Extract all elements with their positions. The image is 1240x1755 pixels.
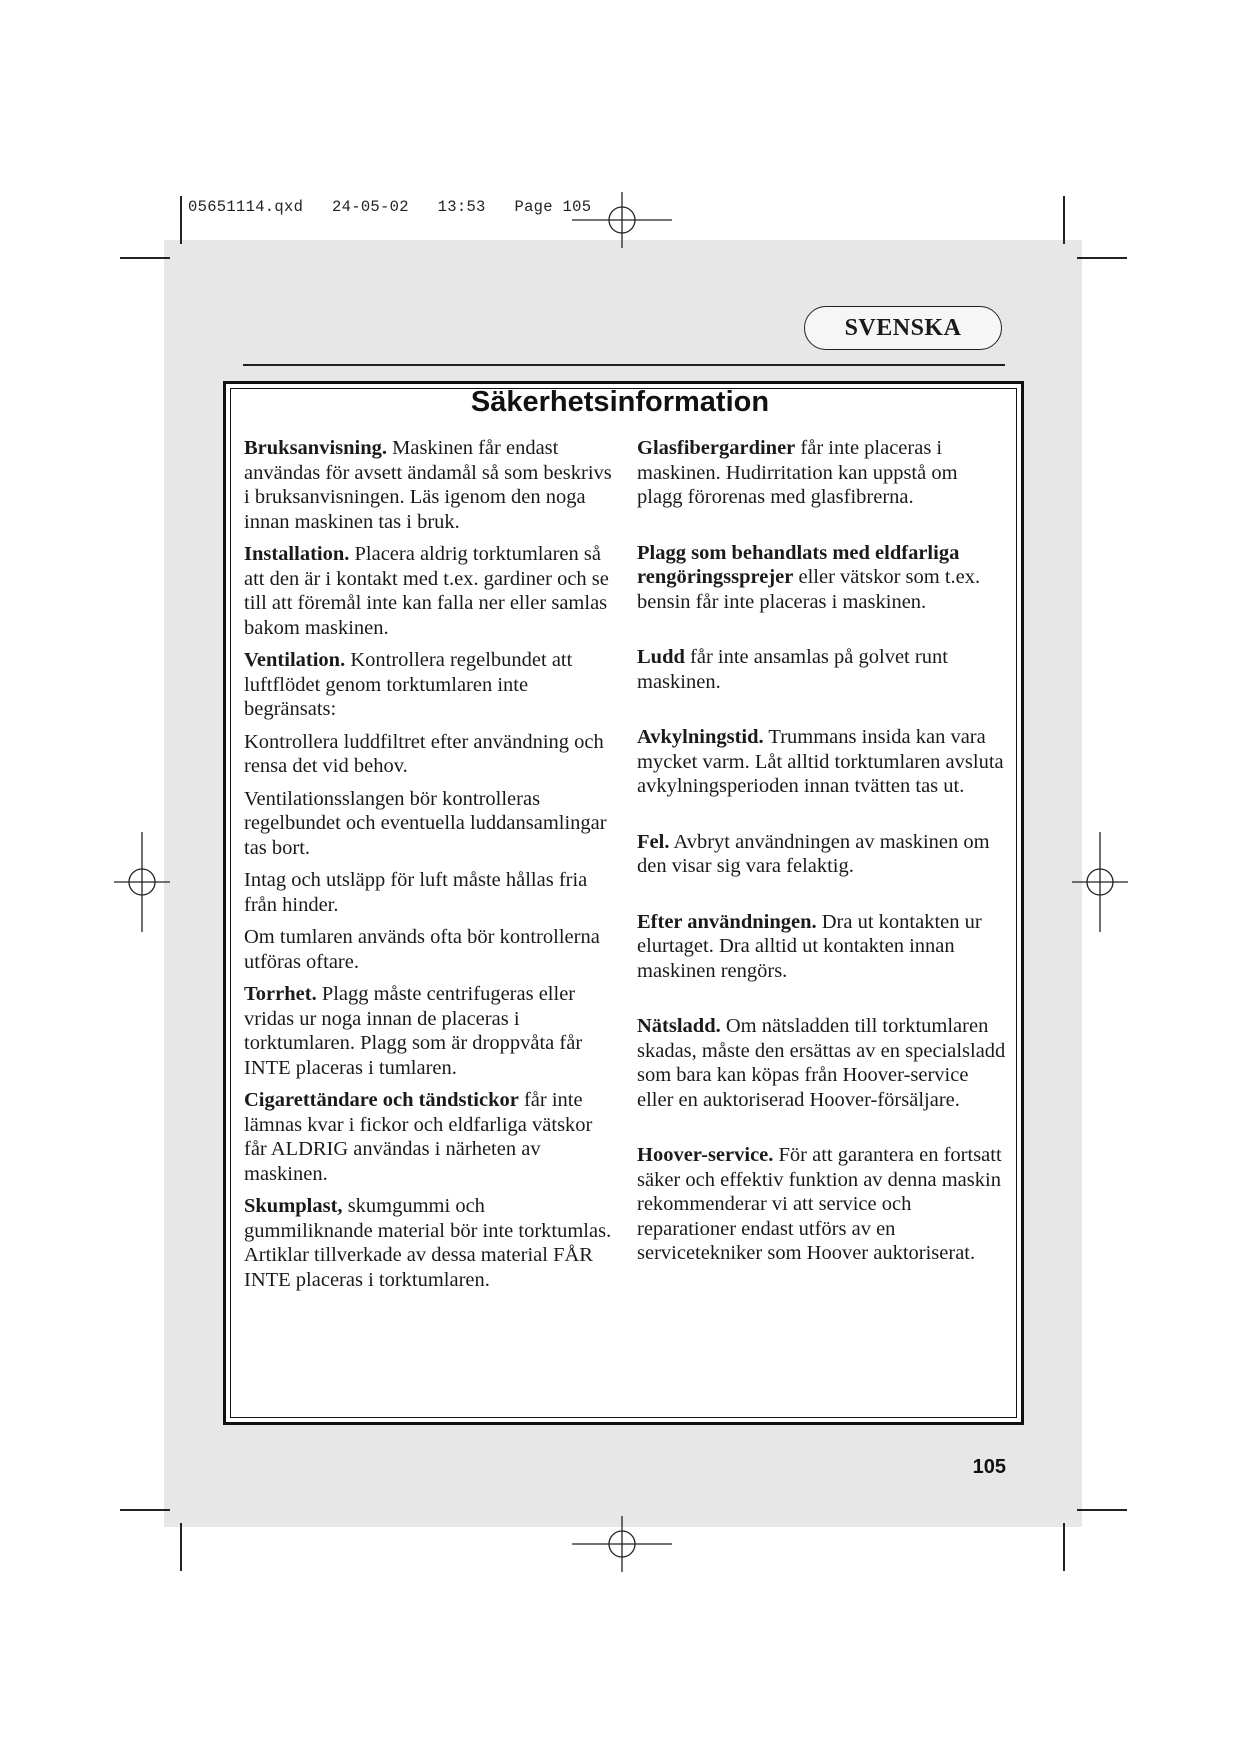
paragraph [637,830,1007,879]
paragraph [637,910,1007,984]
paragraph-text: Trummans insida kan vara mycket varm. Låt alltid torktumlaren avsluta avkylningsperioden innan tvätten tas ut. [637,726,1004,797]
paragraph-lead: Ventilation. [244,649,346,671]
left-column [244,436,614,1300]
paragraph-text: Dra ut kontakten ur elurtaget. Dra alltid ut kontakten innan maskinen rengörs. [637,910,982,982]
paragraph-lead: Glasfibergardiner [637,437,796,459]
paragraph [244,925,614,974]
paragraph-lead: Efter användningen. [637,910,817,933]
paragraph-text: får inte placeras i maskinen. Hudirritation kan uppstå om plagg förorenas med glasfibrerna. [637,437,958,508]
paragraph-lead: Avkylningstid. [637,726,764,748]
crop-mark [1063,1523,1065,1571]
crop-mark [1063,196,1065,244]
paragraph [637,541,1007,615]
registration-mark-top [572,192,672,248]
slug-time: 13:53 [437,198,486,216]
paragraph [244,1194,614,1292]
paragraph-text: För att garantera en fortsatt säker och effektiv funktion av denna maskin rekommenderar vi att service och reparationer endast utförs av en servicetekniker som Hoover auktoriserat. [637,1144,1002,1264]
header-rule [243,364,1005,366]
paragraph-lead: Cigarettändare och tändstickor [244,1089,519,1111]
paragraph-text: Plagg måste centrifugeras eller vridas ur noga innan de placeras i torktumlaren. Plagg som är droppvåta får INTE placeras i tumlaren. [244,983,583,1079]
paragraph [244,868,614,917]
paragraph [637,725,1007,799]
paragraph-lead: Installation. [244,543,350,565]
paragraph-text: får inte lämnas kvar i fickor och eldfarliga vätskor får ALDRIG användas i närheten av maskinen. [244,1089,593,1185]
paragraph-text: Kontrollera regelbundet att luftflödet genom torktumlaren inte begränsats: [244,649,573,720]
paragraph [244,436,614,534]
paragraph-text: Ventilationsslangen bör kontrolleras regelbundet och eventuella luddansamlingar tas bort. [244,787,607,859]
paragraph-text: eller vätskor som t.ex. bensin får inte placeras i maskinen. [637,566,981,613]
paragraph-text: Maskinen får endast användas för avsett ändamål så som beskrivs i bruksanvisningen. Läs igenom den noga innan maskinen tas i bruk. [244,437,612,533]
registration-mark-right [1072,832,1128,932]
paragraph [637,1014,1007,1112]
language-tab [804,306,1002,350]
language-label: SVENSKA [844,314,962,341]
paragraph [244,982,614,1080]
paragraph-text: Om nätsladden till torktumlaren skadas, måste den ersättas av en specialsladd som bara kan köpas från Hoover-service eller en auktoriserad Hoover-försäljare. [637,1015,1006,1111]
paragraph [244,542,614,640]
paragraph-lead: Ludd [637,646,685,668]
crop-mark [1077,257,1127,259]
paragraph [637,645,1007,694]
paragraph [637,1143,1007,1266]
slug-page-label: Page 105 [514,198,592,216]
paragraph-text: får inte ansamlas på golvet runt maskinen. [637,646,948,693]
paragraph-lead: Hoover-service. [637,1144,774,1166]
paragraph-lead: Bruksanvisning. [244,437,387,459]
slug-filename: 05651114.qxd [188,198,304,216]
paragraph [244,648,614,722]
paragraph [244,1088,614,1186]
paragraph-lead: Skumplast, [244,1195,343,1217]
paragraph-lead: Nätsladd. [637,1015,721,1037]
right-column [637,436,1007,1297]
paragraph-lead: Fel. [637,830,670,853]
crop-mark [120,1509,170,1511]
paragraph-text: Placera aldrig torktumlaren så att den är i kontakt med t.ex. gardiner och se till att föremål inte kan falla ner eller samlas bakom maskinen. [244,543,609,639]
paragraph-lead: Plagg som behandlats med eldfarliga rengöringssprejer [637,541,960,588]
paragraph-text: Avbryt användningen av maskinen om den visar sig vara felaktig. [637,830,990,877]
crop-mark [1077,1509,1127,1511]
print-slug [188,198,591,216]
paragraph-text: skumgummi och gummiliknande material bör inte torktumlas. Artiklar tillverkade av dessa material FÅR INTE placeras i torktumlaren. [244,1195,612,1291]
paragraph [637,436,1007,510]
paragraph [244,787,614,861]
document-title: Säkerhetsinformation [470,386,770,418]
paragraph-text: Intag och utsläpp för luft måste hållas fria från hinder. [244,869,588,916]
page-number: 105 [972,1456,1006,1478]
registration-mark-left [114,832,170,932]
paragraph-text: Kontrollera luddfiltret efter användning och rensa det vid behov. [244,730,604,777]
slug-date: 24-05-02 [332,198,409,216]
paragraph-lead: Torrhet. [244,983,317,1005]
crop-mark [180,196,182,244]
crop-mark [180,1523,182,1571]
paragraph-text: Om tumlaren används ofta bör kontrollerna utföras oftare. [244,926,600,973]
registration-mark-bottom [572,1516,672,1572]
paragraph [244,730,614,779]
crop-mark [120,257,170,259]
